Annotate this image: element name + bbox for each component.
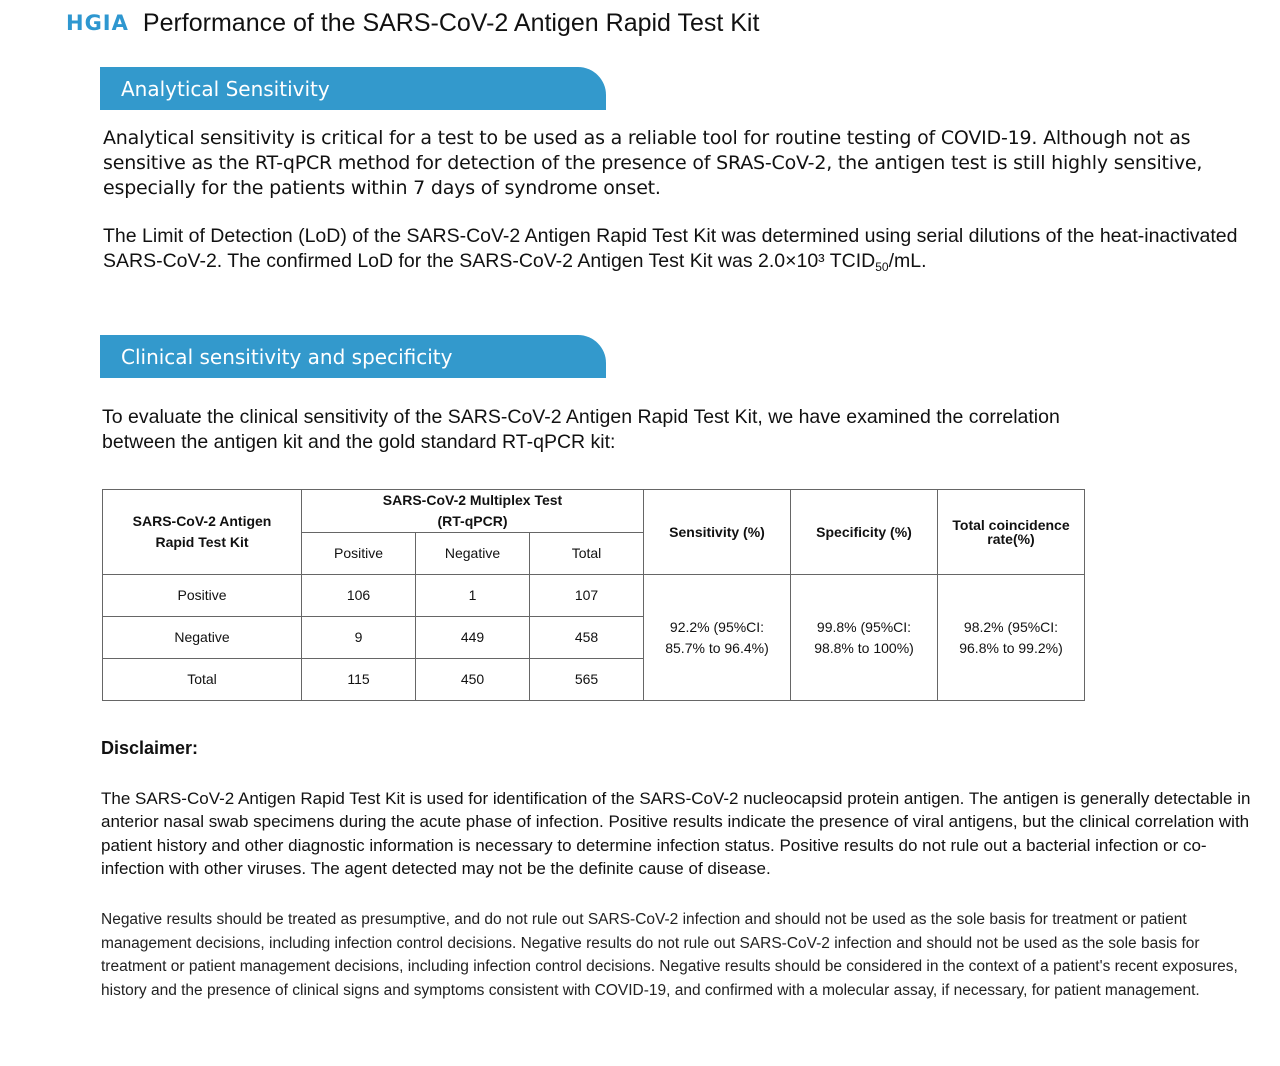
specificity-value-cell: 99.8% (95%CI: 98.8% to 100%) <box>791 575 938 701</box>
lod-subscript: 50 <box>875 260 889 274</box>
cell-value: 1 <box>416 575 530 617</box>
sensitivity-value-cell: 92.2% (95%CI: 85.7% to 96.4%) <box>644 575 791 701</box>
cell-value: 458 <box>530 617 644 659</box>
analytical-sensitivity-heading: Analytical Sensitivity <box>121 76 330 101</box>
results-table <box>102 489 1085 701</box>
subheader-total: Total <box>530 533 644 575</box>
lod-unit: /mL. <box>888 250 927 272</box>
table-row <box>103 575 1085 617</box>
clinical-sensitivity-banner <box>100 335 606 378</box>
row-label: Total <box>103 659 302 701</box>
cell-value: 450 <box>416 659 530 701</box>
disclaimer-paragraph-2: Negative results should be treated as presumptive, and do not rule out SARS-CoV-2 infection and should not be used as the sole basis for treatment or patient management decisions, including infection control decisions. Negative results do not rule out SARS-CoV-2 infection and should not be used as the sole basis for treatment or patient management decisions, including infection control decisions. Negative results should be considered in the context of a patient's recent exposures, history and the presence of clinical signs and symptoms consistent with COVID-19, and confirmed with a molecular assay, if necessary, for patient management. <box>101 911 1238 999</box>
clinical-intro-paragraph: To evaluate the clinical sensitivity of the SARS-CoV-2 Antigen Rapid Test Kit, we have examined the correlation between the antigen kit and the gold standard RT-qPCR kit: <box>102 406 1060 453</box>
subheader-negative: Negative <box>416 533 530 575</box>
kit-header-cell: SARS-CoV-2 Antigen Rapid Test Kit <box>103 490 302 575</box>
coincidence-header-cell: Total coincidence rate(%) <box>938 490 1085 575</box>
cell-value: 9 <box>302 617 416 659</box>
analytical-paragraph-1: Analytical sensitivity is critical for a test to be used as a reliable tool for routine testing of COVID-19. Although not as sensitive as the RT-qPCR method for detection of the presence of SRAS-CoV-2, the antigen test is still highly sensitive, especially for the patients within 7 days of syndrome onset. <box>103 127 1203 199</box>
sensitivity-header-cell: Sensitivity (%) <box>644 490 791 575</box>
pcr-header-cell: SARS-CoV-2 Multiplex Test (RT-qPCR) <box>302 490 644 533</box>
disclaimer-paragraph-1: The SARS-CoV-2 Antigen Rapid Test Kit is used for identification of the SARS-CoV-2 nucleocapsid protein antigen. The antigen is generally detectable in anterior nasal swab specimens during the acute phase of infection. Positive results indicate the presence of viral antigens, but the clinical correlation with patient history and other diagnostic information is necessary to determine infection status. Positive results do not rule out a bacterial infection or co-infection with other viruses. The agent detected may not be the definite cause of disease. <box>101 789 1251 878</box>
subheader-positive: Positive <box>302 533 416 575</box>
cell-value: 565 <box>530 659 644 701</box>
specificity-header-cell: Specificity (%) <box>791 490 938 575</box>
cell-value: 107 <box>530 575 644 617</box>
page-header <box>66 8 759 38</box>
row-label: Negative <box>103 617 302 659</box>
lod-text: The Limit of Detection (LoD) of the SARS-CoV-2 Antigen Rapid Test Kit was determined using serial dilutions of the heat-inactivated SARS-CoV-2. The confirmed LoD for the SARS-CoV-2 Antigen Test Kit was 2.0×10³ TCID <box>103 225 1238 272</box>
clinical-sensitivity-heading: Clinical sensitivity and specificity <box>121 344 453 369</box>
disclaimer-heading: Disclaimer: <box>101 738 199 758</box>
cell-value: 449 <box>416 617 530 659</box>
analytical-sensitivity-banner <box>100 67 606 110</box>
coincidence-value-cell: 98.2% (95%CI: 96.8% to 99.2%) <box>938 575 1085 701</box>
page-title: Performance of the SARS-CoV-2 Antigen Rapid Test Kit <box>142 8 760 37</box>
hgia-logo: HGIA <box>66 11 129 35</box>
cell-value: 106 <box>302 575 416 617</box>
analytical-paragraph-2 <box>103 224 1263 276</box>
cell-value: 115 <box>302 659 416 701</box>
row-label: Positive <box>103 575 302 617</box>
